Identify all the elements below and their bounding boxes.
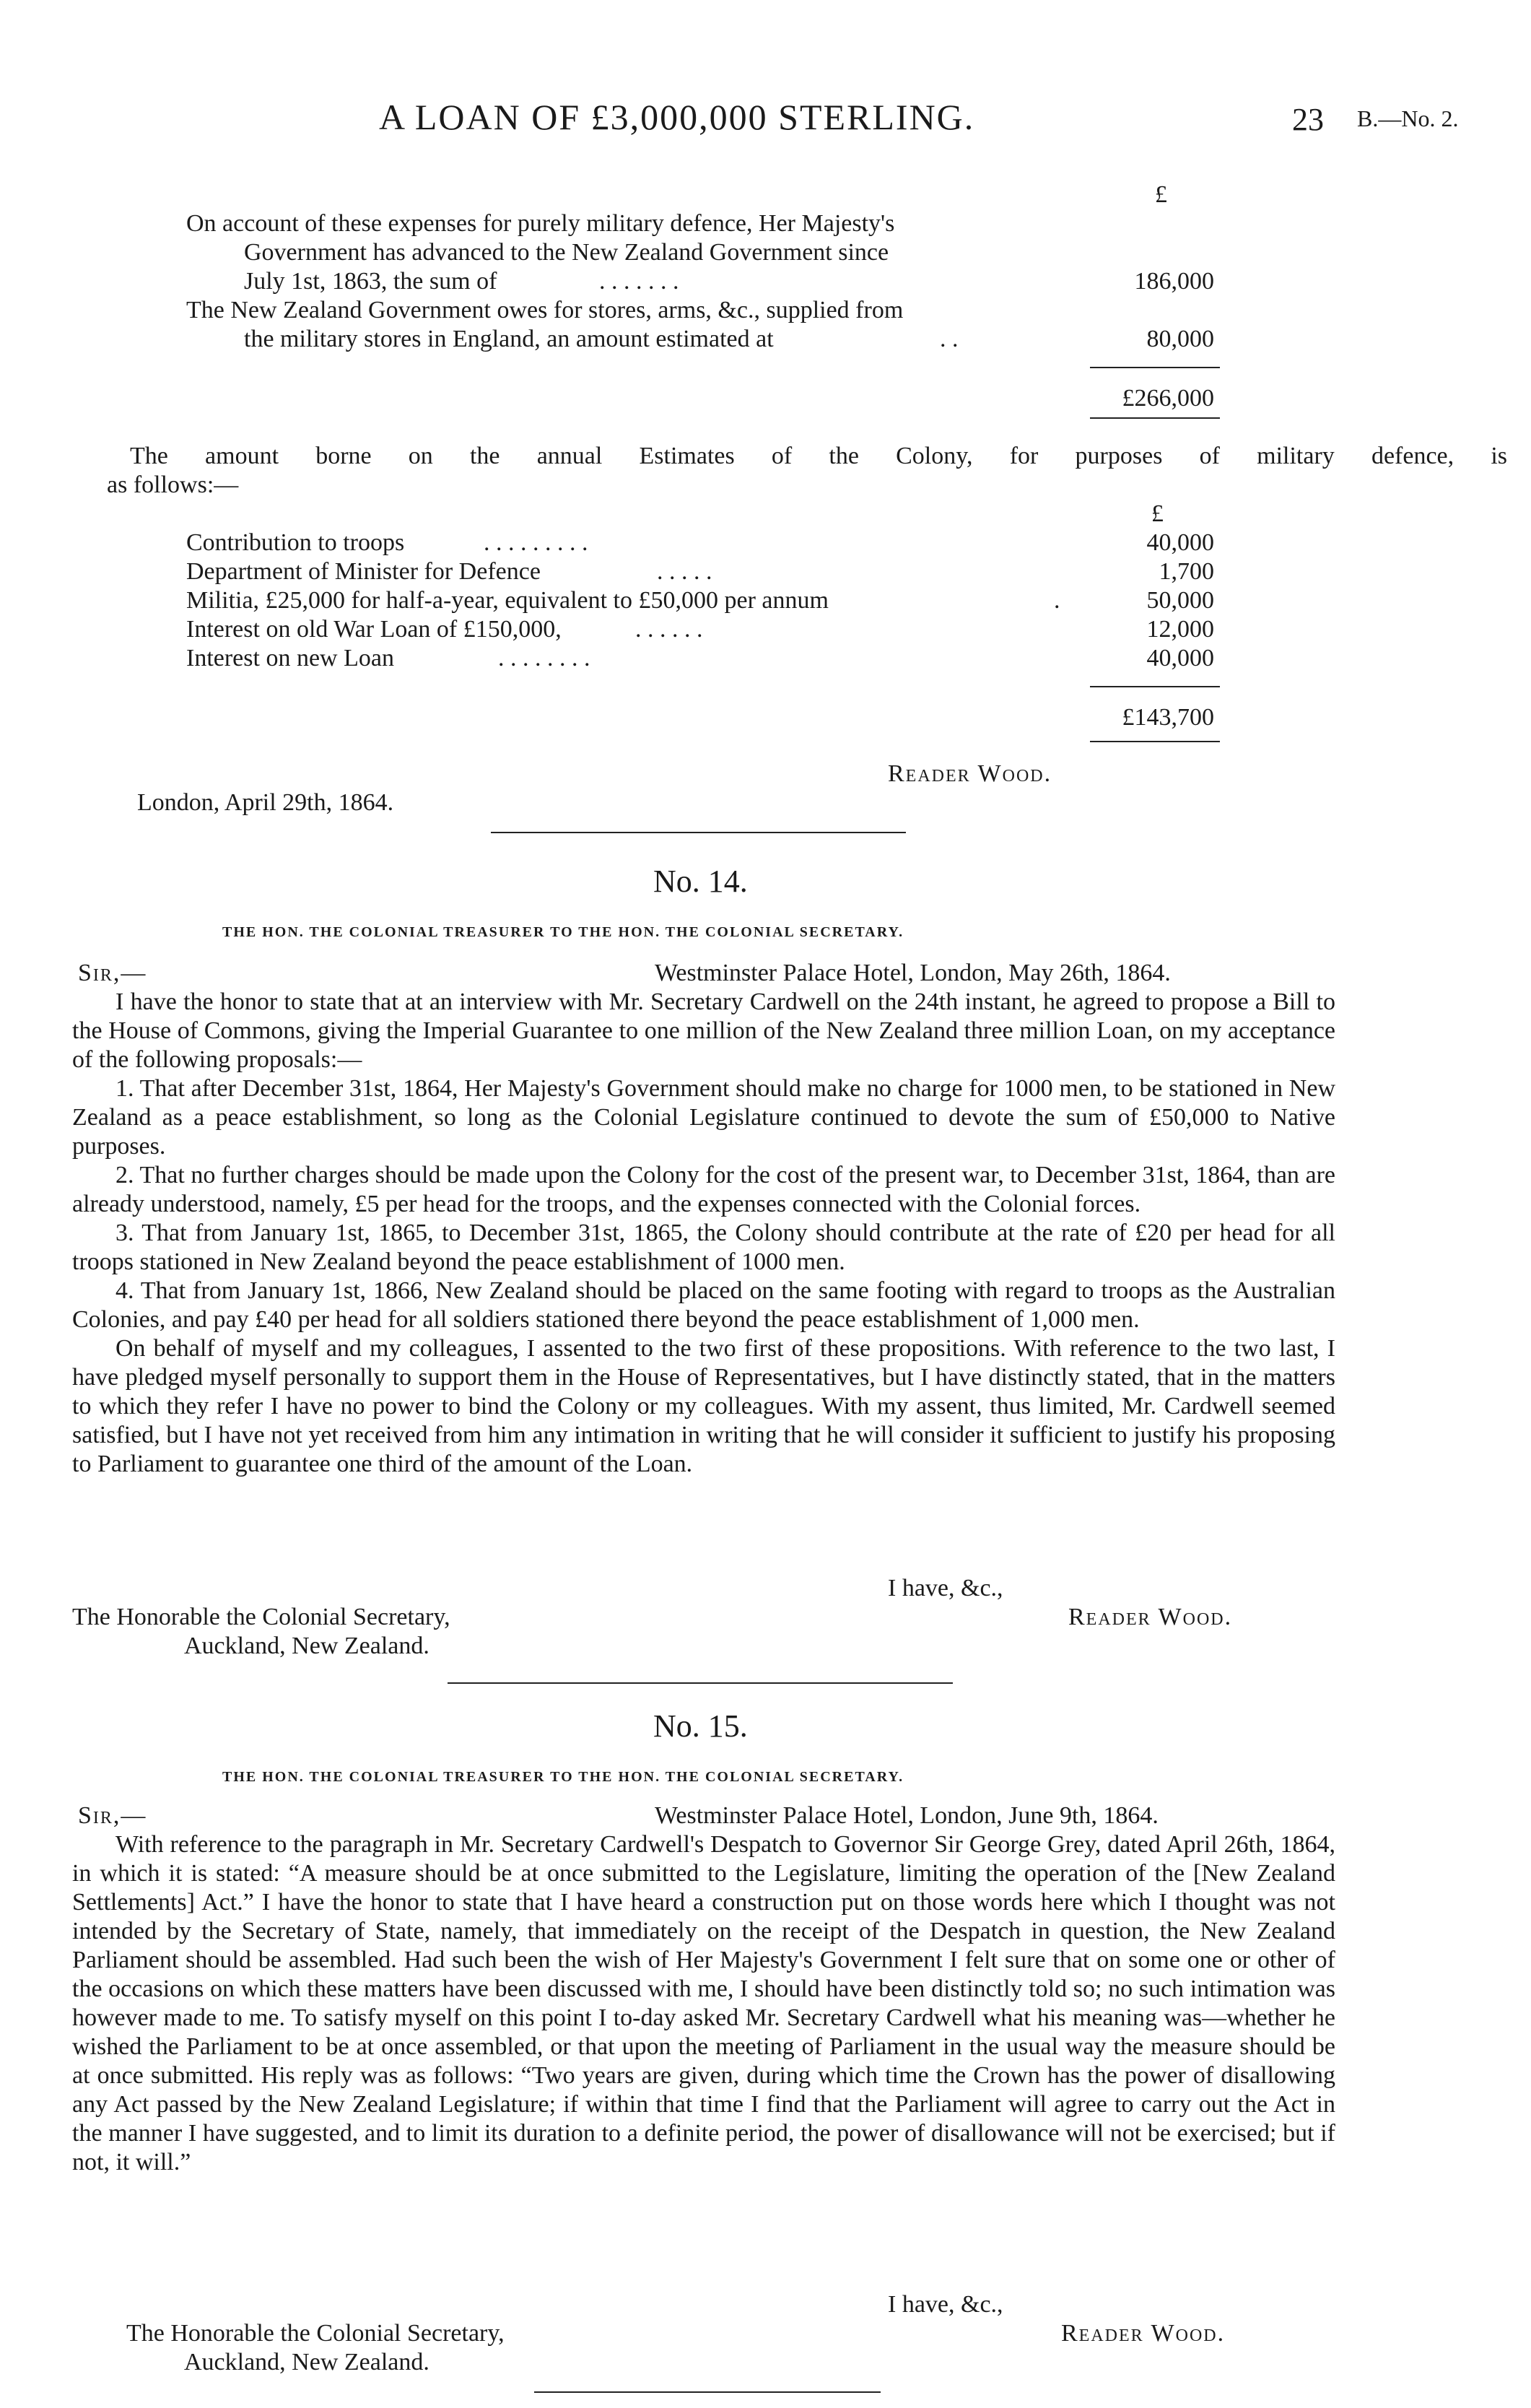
currency-heading: £ bbox=[1151, 500, 1164, 527]
place-date: London, April 29th, 1864. bbox=[137, 789, 394, 816]
expense-item-2-line-1: The New Zealand Government owes for stores, arms, &c., supplied from bbox=[186, 297, 904, 323]
paragraph: 2. That no further charges should be made upon the Colony for the cost of the present war, to December 31st, 1864, than are already understood, namely, £5 per head for the troops, and the expenses connected with the Colonial forces. bbox=[72, 1162, 1335, 1217]
leader-dots: . . . . . . bbox=[635, 616, 703, 643]
sum-rule bbox=[1090, 367, 1220, 368]
estimates-intro-line-2: as follows:— bbox=[107, 471, 239, 498]
signature: Reader Wood. bbox=[888, 760, 1052, 787]
expense-item-1-line-3: July 1st, 1863, the sum of bbox=[244, 268, 497, 295]
expense-amount-1: 186,000 bbox=[1134, 268, 1214, 295]
estimate-item-amount: 1,700 bbox=[1159, 558, 1214, 585]
section-divider bbox=[491, 832, 906, 833]
estimate-item-label: Interest on new Loan bbox=[186, 645, 394, 671]
total-rule bbox=[1090, 741, 1220, 742]
sum-rule bbox=[1090, 686, 1220, 687]
addressee-line-1: The Honorable the Colonial Secretary, bbox=[126, 2320, 505, 2347]
estimate-item-label: Interest on old War Loan of £150,000, bbox=[186, 616, 562, 643]
estimates-total: £143,700 bbox=[1122, 704, 1214, 731]
expense-item-1-line-1: On account of these expenses for purely military defence, Her Majesty's bbox=[186, 210, 895, 237]
letter-body bbox=[72, 1830, 1335, 2177]
salutation: Sir,— bbox=[78, 960, 147, 986]
letter-address: Westminster Palace Hotel, London, June 9th, 1864. bbox=[655, 1802, 1159, 1829]
leader-dots: . . . . . . . . bbox=[498, 645, 590, 671]
estimates-intro-line-1: The amount borne on the annual Estimates of the Colony, for purposes of military defence, is bbox=[130, 443, 1507, 469]
paragraph: 4. That from January 1st, 1866, New Zealand should be placed on the same footing with regard to troops as the Australian Colonies, and pay £40 per head for all soldiers stationed there beyond the peace establishment of 1,000 men. bbox=[72, 1277, 1335, 1333]
estimate-item-amount: 50,000 bbox=[1146, 587, 1214, 614]
paragraph: I have the honor to state that at an interview with Mr. Secretary Cardwell on the 24th instant, he agreed to propose a Bill to the House of Commons, giving the Imperial Guarantee to one million of the New Zealand three million Loan, on my acceptance of the following proposals:— bbox=[72, 988, 1335, 1073]
section-reference: B.—No. 2. bbox=[1357, 105, 1459, 131]
leader-dots: . . bbox=[940, 326, 959, 352]
signature: Reader Wood. bbox=[1068, 1604, 1233, 1630]
estimate-item-amount: 40,000 bbox=[1146, 529, 1214, 556]
expense-item-2-line-2: the military stores in England, an amount estimated at bbox=[244, 326, 774, 352]
letter-number: No. 14. bbox=[653, 864, 748, 899]
estimate-item-amount: 40,000 bbox=[1146, 645, 1214, 671]
letter-heading: THE HON. THE COLONIAL TREASURER TO THE HON. THE COLONIAL SECRETARY. bbox=[222, 924, 904, 940]
expense-amount-2: 80,000 bbox=[1146, 326, 1214, 352]
estimate-item-label: Department of Minister for Defence bbox=[186, 558, 541, 585]
letter-heading: THE HON. THE COLONIAL TREASURER TO THE HON. THE COLONIAL SECRETARY. bbox=[222, 1769, 904, 1785]
addressee-line-1: The Honorable the Colonial Secretary, bbox=[72, 1604, 450, 1630]
signature: Reader Wood. bbox=[1061, 2320, 1226, 2347]
leader-dots: . . . . . . . bbox=[599, 268, 679, 295]
leader-dots: . . . . . bbox=[657, 558, 712, 585]
paragraph: 3. That from January 1st, 1865, to December 31st, 1865, the Colony should contribute at the rate of £20 per head for all troops stationed in New Zealand beyond the peace establishment of 1000 men. bbox=[72, 1220, 1335, 1275]
salutation: Sir,— bbox=[78, 1802, 147, 1829]
letter-body bbox=[72, 988, 1335, 1479]
letter-address: Westminster Palace Hotel, London, May 26th, 1864. bbox=[655, 960, 1171, 986]
estimate-item-label: Militia, £25,000 for half-a-year, equivalent to £50,000 per annum bbox=[186, 587, 829, 614]
closing: I have, &c., bbox=[888, 2291, 1003, 2318]
paragraph: 1. That after December 31st, 1864, Her Majesty's Government should make no charge for 1000 men, to be stationed in New Zealand as a peace establishment, so long as the Colonial Legislature continued to devote the sum of £50,000 to Native purposes. bbox=[72, 1075, 1335, 1160]
leader-dots: . . . . . . . . . bbox=[484, 529, 588, 556]
paragraph: On behalf of myself and my colleagues, I assented to the two first of these propositions. With reference to the two last, I have pledged myself personally to support them in the House of Representatives, but I have distinctly stated, that in the matters to which they refer I have no power to bind the Colony or my colleagues. With my assent, thus limited, Mr. Cardwell seemed satisfied, but I have not yet received from him any intimation in writing that he will consider it sufficient to justify his proposing to Parliament to guarantee one third of the amount of the Loan. bbox=[72, 1335, 1335, 1477]
section-divider bbox=[534, 2391, 881, 2393]
addressee-line-2: Auckland, New Zealand. bbox=[184, 2349, 429, 2376]
addressee-line-2: Auckland, New Zealand. bbox=[184, 1633, 429, 1659]
running-header-title: A LOAN OF £3,000,000 STERLING. bbox=[379, 97, 975, 137]
closing: I have, &c., bbox=[888, 1575, 1003, 1601]
page-number: 23 bbox=[1292, 102, 1324, 137]
currency-heading: £ bbox=[1155, 181, 1167, 208]
letter-number: No. 15. bbox=[653, 1708, 748, 1744]
estimate-item-amount: 12,000 bbox=[1146, 616, 1214, 643]
total-rule bbox=[1090, 417, 1220, 419]
section-divider bbox=[448, 1682, 953, 1684]
paragraph: With reference to the paragraph in Mr. Secretary Cardwell's Despatch to Governor Sir George Grey, dated April 26th, 1864, in which it is stated: “A measure should be at once submitted to the Legislature, limiting the operation of the [New Zealand Settlements] Act.” I have the honor to state that I have heard a construction put on those words here which I thought was not intended by the Secretary of State, namely, that immediately on the receipt of the Despatch in question, the New Zealand Parliament should be assembled. Had such been the wish of Her Majesty's Government I felt sure that on some one or other of the occasions on which these matters have been discussed with me, I should have been distinctly told so; no such intimation was however made to me. To satisfy myself on this point I to-day asked Mr. Secretary Cardwell what his meaning was—whether he wished the Parliament to be at once assembled, or that upon the meeting of Parliament in the usual way the measure should be at once submitted. His reply was as follows: “Two years are given, during which time the Crown has the power of disallowing any Act passed by the New Zealand Legislature; if within that time I find that the Parliament will agree to carry out the Act in the manner I have suggested, and to limit its duration to a definite period, the power of disallowance will not be exercised; but if not, it will.” bbox=[72, 1831, 1335, 2176]
leader-dots: . bbox=[1054, 587, 1060, 614]
expense-item-1-line-2: Government has advanced to the New Zealand Government since bbox=[244, 239, 889, 266]
expense-total: £266,000 bbox=[1122, 385, 1214, 412]
estimate-item-label: Contribution to troops bbox=[186, 529, 405, 556]
